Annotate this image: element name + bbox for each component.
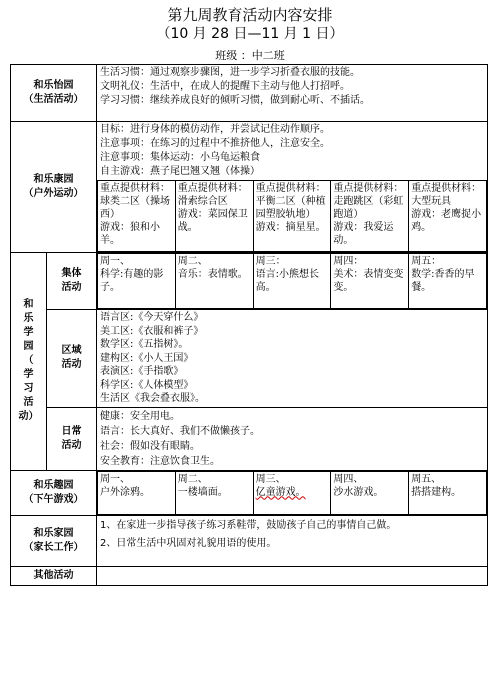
- outdoor-zone-cell: 重点提供材料：球类二区（操场西） 游戏：狼和小羊。: [98, 181, 176, 252]
- play-day-cell: 周四、 沙水游戏。: [331, 471, 409, 514]
- life-line: 生活习惯：通过观察步骤图，进一步学习折叠衣服的技能。: [100, 67, 360, 78]
- outdoor-content: [97, 122, 488, 253]
- group-label: 集体 活动: [47, 253, 97, 310]
- life-line: 学习习惯：继续养成良好的倾听习惯，做到耐心听、不插话。: [100, 95, 370, 106]
- family-row: [11, 515, 488, 566]
- outdoor-line: 自主游戏：燕子尾巴翘又翘（体操）: [100, 166, 260, 177]
- area-row: [11, 310, 488, 408]
- area-line: 数学区:《五指树》。: [100, 339, 189, 350]
- outdoor-line: 注意事项：在练习的过程中不推挤他人，注意安全。: [100, 138, 330, 149]
- group-row: [11, 253, 488, 310]
- daily-label: 日常 活动: [47, 407, 97, 470]
- other-row: [11, 566, 488, 585]
- play-day-cell: 周一、 户外涂鸦。: [98, 471, 176, 514]
- outdoor-label: 和乐康园 （户外运动）: [11, 122, 97, 253]
- outdoor-zone-cell: 重点提供材料：大型玩具 游戏：老鹰捉小鸡。: [409, 181, 487, 252]
- area-line: 美工区:《衣服和裤子》: [100, 325, 204, 337]
- family-content: [97, 515, 488, 566]
- outdoor-line: 注意事项：集体运动：小乌龟运粮食: [100, 152, 260, 163]
- life-content: [97, 65, 488, 122]
- area-line: 生活区《我会叠衣服》。: [100, 393, 205, 404]
- area-line: 表演区:《手指歌》: [100, 366, 184, 377]
- other-content: [97, 566, 488, 585]
- area-line: 建构区:《小人王国》: [100, 352, 194, 364]
- play-day-cell: 周五、 搭搭建构。: [409, 471, 487, 514]
- other-label: 其他活动: [11, 566, 97, 585]
- daily-line: 健康：安全用电。: [100, 410, 180, 422]
- area-label: 区域 活动: [47, 310, 97, 408]
- life-label: 和乐怡园 （生活活动）: [11, 65, 97, 122]
- group-day-cell: 周一、 科学:有趣的影子。: [98, 254, 176, 309]
- life-line: 文明礼仪：生活中，在成人的提醒下主动与他人打招呼。: [100, 81, 350, 92]
- daily-row: [11, 407, 488, 470]
- play-content: [97, 470, 488, 515]
- group-day-cell: 周二、 音乐：表情歌。: [175, 254, 253, 309]
- daily-content: [97, 407, 488, 470]
- outdoor-zones: [97, 180, 487, 252]
- area-line: 语言区:《今天穿什么》: [100, 312, 204, 323]
- group-day-cell: 周五： 数学:香香的早餐。: [409, 254, 487, 309]
- study-label: 和 乐 学 园 （ 学 习 活 动）: [11, 253, 47, 471]
- schedule-table: [10, 64, 488, 586]
- page-title: 第九周教育活动内容安排: [167, 6, 333, 24]
- daily-line: 社会：假如没有眼睛。: [100, 440, 200, 452]
- group-content: [97, 253, 488, 310]
- area-content: [97, 310, 488, 408]
- outdoor-zone-cell: 重点提供材料：走跑跳区（彩虹跑道） 游戏：我爱运动。: [331, 181, 409, 252]
- family-label: 和乐家园 （家长工作）: [11, 515, 97, 566]
- daily-line: 安全教育：注意饮食卫生。: [100, 455, 220, 467]
- family-line: 2、日常生活中巩固对礼貌用语的使用。: [100, 537, 277, 549]
- outdoor-zone-cell: 重点提供材料：平衡二区（种植园塑胶轨地） 游戏：摘星星。: [253, 181, 331, 252]
- group-day-cell: 周三： 语言:小熊想长高。: [253, 254, 331, 309]
- life-row: [11, 65, 488, 122]
- play-label: 和乐趣园 （下午游戏）: [11, 470, 97, 515]
- group-day-cell: 周四： 美术：表情变变变。: [331, 254, 409, 309]
- daily-line: 语言：长大真好、我们不做懒孩子。: [100, 425, 260, 437]
- family-line: 1、在家进一步指导孩子练习系鞋带，鼓励孩子自己的事情自己做。: [100, 519, 397, 531]
- area-line: 科学区:《人体模型》: [100, 379, 194, 391]
- class-label: 班级 ：中二班: [215, 49, 285, 62]
- play-row: [11, 470, 488, 515]
- outdoor-row: [11, 122, 488, 253]
- outdoor-zone-cell: 重点提供材料：滑索综合区 游戏：菜园保卫战。: [175, 181, 253, 252]
- date-range: （10 月 28 日—11 月 1 日）: [156, 26, 344, 42]
- play-day-cell: 周二、 一楼墙面。: [175, 471, 253, 514]
- outdoor-line: 目标：进行身体的模仿动作，并尝试记住动作顺序。: [100, 124, 330, 135]
- play-day-cell: 周三、 亿童游戏。: [253, 471, 331, 514]
